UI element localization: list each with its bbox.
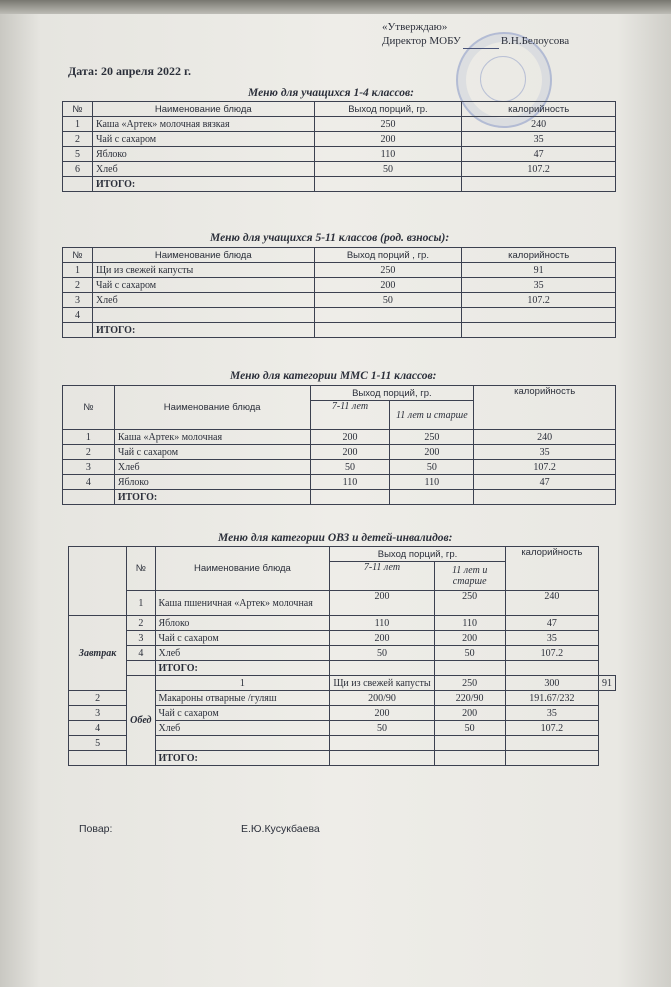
column-header: Наименование блюда: [155, 547, 330, 591]
column-header: Выход порций, гр.: [330, 547, 505, 562]
column-header: калорийность: [462, 248, 616, 263]
portion: 250: [314, 263, 462, 278]
portion-7-11: 200: [330, 706, 434, 721]
portion-11-plus: [434, 736, 505, 751]
table-row: [63, 132, 616, 147]
row-number: 3: [63, 460, 115, 475]
row-number: 1: [127, 591, 155, 616]
table-row: [63, 162, 616, 177]
portion-7-11: 200: [310, 445, 390, 460]
portion: 200: [314, 278, 462, 293]
calories: 35: [462, 132, 616, 147]
meal-label-breakfast: Завтрак: [69, 616, 127, 691]
calories: 107.2: [505, 721, 598, 736]
total-label: ИТОГО:: [155, 661, 330, 676]
table4: [68, 546, 616, 766]
calories: 107.2: [505, 646, 598, 661]
table2-header: [63, 248, 616, 263]
column-header: Наименование блюда: [92, 102, 314, 117]
table-row: [63, 117, 616, 132]
portion-11-plus: 50: [434, 646, 505, 661]
cook-label: Повар:: [79, 823, 113, 835]
row-number: 4: [69, 721, 127, 736]
table3-caption: Меню для категории ММС 1-11 классов:: [230, 370, 437, 382]
total-row: [63, 177, 616, 192]
portion-11-plus: 50: [390, 460, 474, 475]
dish-name: Хлеб: [92, 293, 314, 308]
calories: 240: [462, 117, 616, 132]
column-header: №: [63, 248, 93, 263]
row-number: 1: [155, 676, 330, 691]
total-label: ИТОГО:: [114, 490, 310, 505]
row-number: 3: [69, 706, 127, 721]
portion-7-11: 200: [310, 430, 390, 445]
calories: 107.2: [462, 162, 616, 177]
column-subheader: 7-11 лет: [330, 562, 434, 591]
director-line: [382, 34, 569, 49]
table-row: [63, 147, 616, 162]
table2-caption: Меню для учащихся 5-11 классов (род. взносы):: [210, 232, 450, 244]
calories: 91: [599, 676, 616, 691]
calories: 47: [462, 147, 616, 162]
row-number: 6: [63, 162, 93, 177]
portion-11-plus: 250: [390, 430, 474, 445]
table-row: [63, 445, 616, 460]
dish-name: Чай с сахаром: [92, 278, 314, 293]
portion: 110: [314, 147, 462, 162]
dish-name: Хлеб: [155, 721, 330, 736]
signature: [463, 34, 499, 49]
portion-7-11: [330, 736, 434, 751]
column-header: Наименование блюда: [114, 386, 310, 430]
dish-name: [92, 308, 314, 323]
table-row: [63, 263, 616, 278]
portion-7-11: 50: [330, 646, 434, 661]
portion-11-plus: 220/90: [434, 691, 505, 706]
portion: 200: [314, 132, 462, 147]
table-row: [69, 646, 616, 661]
total-label: ИТОГО:: [92, 323, 314, 338]
column-header: №: [63, 386, 115, 430]
table3-header: [63, 386, 616, 401]
calories: 35: [505, 706, 598, 721]
calories: 107.2: [474, 460, 616, 475]
row-number: 2: [69, 691, 127, 706]
table-row: [69, 676, 616, 691]
dish-name: Яблоко: [155, 616, 330, 631]
dish-name: Чай с сахаром: [155, 706, 330, 721]
column-header: калорийность: [462, 102, 616, 117]
portion-7-11: 250: [434, 676, 505, 691]
column-header: Наименование блюда: [92, 248, 314, 263]
portion-7-11: 110: [310, 475, 390, 490]
calories: 191.67/232: [505, 691, 598, 706]
table-row: [63, 460, 616, 475]
total-row: [63, 490, 616, 505]
table-row: [63, 308, 616, 323]
menu-date: Дата: 20 апреля 2022 г.: [68, 64, 192, 78]
table4-header: [69, 547, 616, 562]
portion: 250: [314, 117, 462, 132]
row-number: 4: [63, 475, 115, 490]
table-row: [63, 475, 616, 490]
row-number: 1: [63, 430, 115, 445]
row-number: 2: [63, 278, 93, 293]
column-header: калорийность: [474, 386, 616, 430]
portion-11-plus: 200: [434, 631, 505, 646]
portion-11-plus: 250: [434, 591, 505, 616]
row-number: 2: [63, 132, 93, 147]
portion: 50: [314, 162, 462, 177]
row-number: 4: [63, 308, 93, 323]
row-number: 5: [69, 736, 127, 751]
dish-name: Каша «Артек» молочная вязкая: [92, 117, 314, 132]
photo-top-edge: [0, 0, 671, 14]
director-label: Директор МОБУ: [382, 35, 461, 47]
total-row: [63, 323, 616, 338]
total-row: [69, 661, 616, 676]
dish-name: Макароны отварные /гуляш: [155, 691, 330, 706]
table-row: [63, 430, 616, 445]
approval-block: [382, 20, 569, 49]
column-header: Выход порций , гр.: [314, 248, 462, 263]
dish-name: Щи из свежей капусты: [330, 676, 434, 691]
calories: [462, 308, 616, 323]
column-header: калорийность: [505, 547, 598, 591]
column-subheader: 11 лет и старше: [390, 401, 474, 430]
table-row: [69, 591, 616, 616]
dish-name: Яблоко: [92, 147, 314, 162]
calories: 91: [462, 263, 616, 278]
approval-title: «Утверждаю»: [382, 21, 448, 33]
column-header: №: [127, 547, 155, 591]
dish-name: Хлеб: [92, 162, 314, 177]
portion-7-11: 200/90: [330, 691, 434, 706]
row-number: 5: [63, 147, 93, 162]
dish-name: Каша «Артек» молочная: [114, 430, 310, 445]
calories: [505, 736, 598, 751]
dish-name: Щи из свежей капусты: [92, 263, 314, 278]
portion-11-plus: 110: [390, 475, 474, 490]
table2: [62, 247, 616, 338]
calories: 47: [505, 616, 598, 631]
portion-7-11: 50: [330, 721, 434, 736]
column-subheader: 11 лет и старше: [434, 562, 505, 591]
portion-11-plus: 50: [434, 721, 505, 736]
column-header: №: [63, 102, 93, 117]
table-row: [63, 293, 616, 308]
table3: [62, 385, 616, 505]
column-subheader: 7-11 лет: [310, 401, 390, 430]
dish-name: Хлеб: [114, 460, 310, 475]
table1: [62, 101, 616, 192]
dish-name: Каша пшеничная «Артек» молочная: [155, 591, 330, 616]
row-number: 2: [127, 616, 155, 631]
table1-header: [63, 102, 616, 117]
meal-label-lunch: Обед: [127, 676, 155, 766]
portion-7-11: 200: [330, 631, 434, 646]
row-number: 1: [63, 263, 93, 278]
table-row: [69, 631, 616, 646]
portion-11-plus: 200: [434, 706, 505, 721]
cook-name: Е.Ю.Кусукбаева: [241, 823, 320, 835]
calories: 107.2: [462, 293, 616, 308]
dish-name: [155, 736, 330, 751]
calories: 47: [474, 475, 616, 490]
dish-name: Чай с сахаром: [155, 631, 330, 646]
portion-7-11: 200: [330, 591, 434, 616]
dish-name: Хлеб: [155, 646, 330, 661]
row-number: 1: [63, 117, 93, 132]
portion-11-plus: 200: [390, 445, 474, 460]
calories: 35: [462, 278, 616, 293]
dish-name: Яблоко: [114, 475, 310, 490]
director-name: В.Н.Белоусова: [500, 35, 570, 47]
row-number: 2: [63, 445, 115, 460]
calories: 240: [474, 430, 616, 445]
portion-11-plus: 300: [505, 676, 598, 691]
calories: 240: [505, 591, 598, 616]
portion-7-11: 110: [330, 616, 434, 631]
column-header: Выход порций, гр.: [314, 102, 462, 117]
row-number: 4: [127, 646, 155, 661]
dish-name: Чай с сахаром: [114, 445, 310, 460]
table-row: [69, 616, 616, 631]
calories: 35: [505, 631, 598, 646]
calories: 35: [474, 445, 616, 460]
dish-name: Чай с сахаром: [92, 132, 314, 147]
table-row: [63, 278, 616, 293]
portion: [314, 308, 462, 323]
total-label: ИТОГО:: [92, 177, 314, 192]
portion-7-11: 50: [310, 460, 390, 475]
portion: 50: [314, 293, 462, 308]
table1-caption: Меню для учащихся 1-4 классов:: [248, 87, 415, 99]
row-number: 3: [127, 631, 155, 646]
portion-11-plus: 110: [434, 616, 505, 631]
column-header: Выход порций, гр.: [310, 386, 474, 401]
row-number: 3: [63, 293, 93, 308]
table4-caption: Меню для категории ОВЗ и детей-инвалидов:: [218, 532, 453, 544]
total-label: ИТОГО:: [155, 751, 330, 766]
